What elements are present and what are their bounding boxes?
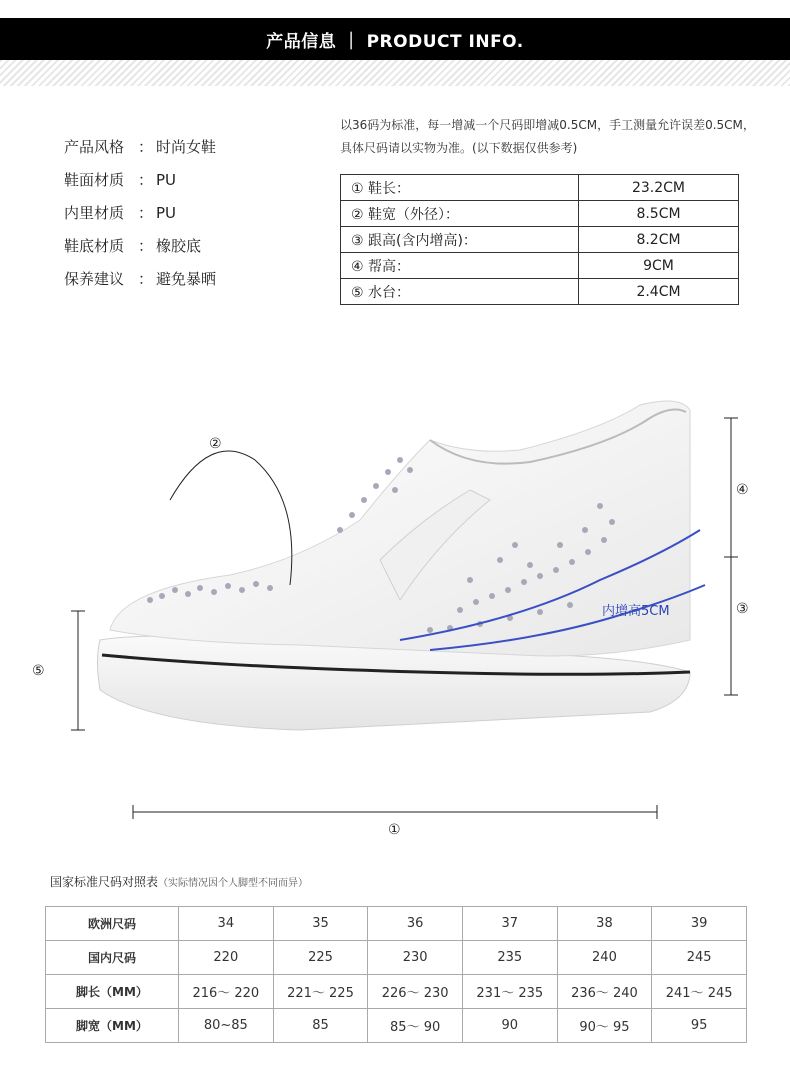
attribute-separator: ： bbox=[138, 138, 154, 156]
size-cell: 80~85 bbox=[179, 1009, 274, 1043]
attribute-value: PU bbox=[156, 204, 177, 222]
size-chart-title-text: 国家标准尺码对照表 bbox=[50, 875, 159, 889]
size-cell: 38 bbox=[557, 907, 652, 941]
size-cell: 39 bbox=[652, 907, 747, 941]
measurement-label: ④ 帮高： bbox=[341, 253, 579, 279]
inner-height-label: 内增高5CM bbox=[602, 604, 670, 619]
row-header: 脚长（MM） bbox=[46, 975, 179, 1009]
product-attributes bbox=[64, 136, 216, 301]
attribute-value: 避免暴晒 bbox=[156, 270, 217, 288]
note-line-2: 具体尺码请以实物为准。(以下数据仅供参考) bbox=[340, 141, 578, 155]
size-cell: 221～ 225 bbox=[273, 975, 368, 1009]
size-cell: 226～ 230 bbox=[368, 975, 463, 1009]
size-cell: 220 bbox=[179, 941, 274, 975]
measurement-value: 23.2CM bbox=[579, 175, 739, 201]
measurement-label: ② 鞋宽（外径）： bbox=[341, 201, 579, 227]
attribute-key: 保养建议 bbox=[64, 270, 125, 288]
section-banner bbox=[0, 18, 790, 60]
size-cell: 230 bbox=[368, 941, 463, 975]
measurement-row bbox=[341, 279, 739, 305]
attribute-lining-material bbox=[64, 202, 216, 235]
size-cell: 240 bbox=[557, 941, 652, 975]
size-cell: 85～ 90 bbox=[368, 1009, 463, 1043]
measurement-value: 8.2CM bbox=[579, 227, 739, 253]
banner-title: 产品信息 ｜ PRODUCT INFO. bbox=[266, 31, 524, 52]
size-cell: 35 bbox=[273, 907, 368, 941]
size-cell: 225 bbox=[273, 941, 368, 975]
measurement-label: ③ 跟高(含内增高)： bbox=[341, 227, 579, 253]
size-row-cn bbox=[46, 941, 747, 975]
attribute-style bbox=[64, 136, 216, 169]
measurement-label: ① 鞋长： bbox=[341, 175, 579, 201]
measurement-row bbox=[341, 201, 739, 227]
size-chart-subtitle: （实际情况因个人脚型不同而异） bbox=[158, 878, 309, 889]
size-cell: 241～ 245 bbox=[652, 975, 747, 1009]
measurement-row bbox=[341, 227, 739, 253]
size-row-eu bbox=[46, 907, 747, 941]
size-cell: 90 bbox=[462, 1009, 557, 1043]
dimension-line-3 bbox=[724, 557, 738, 695]
dimension-line-5 bbox=[71, 611, 85, 730]
attribute-value: PU bbox=[156, 171, 177, 189]
measurement-row bbox=[341, 175, 739, 201]
attribute-separator: ： bbox=[138, 204, 154, 222]
marker-2: ② bbox=[209, 436, 222, 452]
attribute-value: 橡胶底 bbox=[156, 237, 202, 255]
row-header: 国内尺码 bbox=[46, 941, 179, 975]
measurement-value: 2.4CM bbox=[579, 279, 739, 305]
attribute-key: 产品风格 bbox=[64, 138, 125, 156]
measurement-value: 9CM bbox=[579, 253, 739, 279]
size-cell: 236～ 240 bbox=[557, 975, 652, 1009]
size-cell: 85 bbox=[273, 1009, 368, 1043]
marker-1: ① bbox=[388, 822, 401, 838]
size-chart-table bbox=[45, 906, 747, 1043]
size-cell: 36 bbox=[368, 907, 463, 941]
size-chart-title bbox=[50, 873, 308, 890]
dimension-line-1 bbox=[133, 805, 657, 819]
attribute-value: 时尚女鞋 bbox=[156, 138, 217, 156]
size-cell: 216～ 220 bbox=[179, 975, 274, 1009]
attribute-key: 鞋底材质 bbox=[64, 237, 125, 255]
size-cell: 34 bbox=[179, 907, 274, 941]
size-cell: 235 bbox=[462, 941, 557, 975]
attribute-sole-material bbox=[64, 235, 216, 268]
size-row-foot-length bbox=[46, 975, 747, 1009]
size-cell: 231～ 235 bbox=[462, 975, 557, 1009]
attribute-upper-material bbox=[64, 169, 216, 202]
measurement-label: ⑤ 水台： bbox=[341, 279, 579, 305]
measurement-value: 8.5CM bbox=[579, 201, 739, 227]
attribute-separator: ： bbox=[138, 270, 154, 288]
measurement-note bbox=[340, 114, 760, 160]
marker-5: ⑤ bbox=[32, 663, 45, 679]
size-cell: 95 bbox=[652, 1009, 747, 1043]
marker-3: ③ bbox=[736, 601, 749, 617]
attribute-separator: ： bbox=[138, 237, 154, 255]
row-header: 欧洲尺码 bbox=[46, 907, 179, 941]
marker-4: ④ bbox=[736, 482, 749, 498]
attribute-separator: ： bbox=[138, 171, 154, 189]
attribute-key: 鞋面材质 bbox=[64, 171, 125, 189]
shoe-diagram bbox=[0, 380, 790, 850]
attribute-care bbox=[64, 268, 216, 301]
note-line-1: 以36码为标准，每一增减一个尺码即增减0.5CM，手工测量允许误差0.5CM， bbox=[340, 118, 755, 132]
size-cell: 37 bbox=[462, 907, 557, 941]
banner-stripes bbox=[0, 60, 790, 86]
measurement-row bbox=[341, 253, 739, 279]
measurement-table bbox=[340, 174, 739, 305]
size-cell: 245 bbox=[652, 941, 747, 975]
row-header: 脚宽（MM） bbox=[46, 1009, 179, 1043]
size-row-foot-width bbox=[46, 1009, 747, 1043]
attribute-key: 内里材质 bbox=[64, 204, 125, 222]
size-cell: 90～ 95 bbox=[557, 1009, 652, 1043]
